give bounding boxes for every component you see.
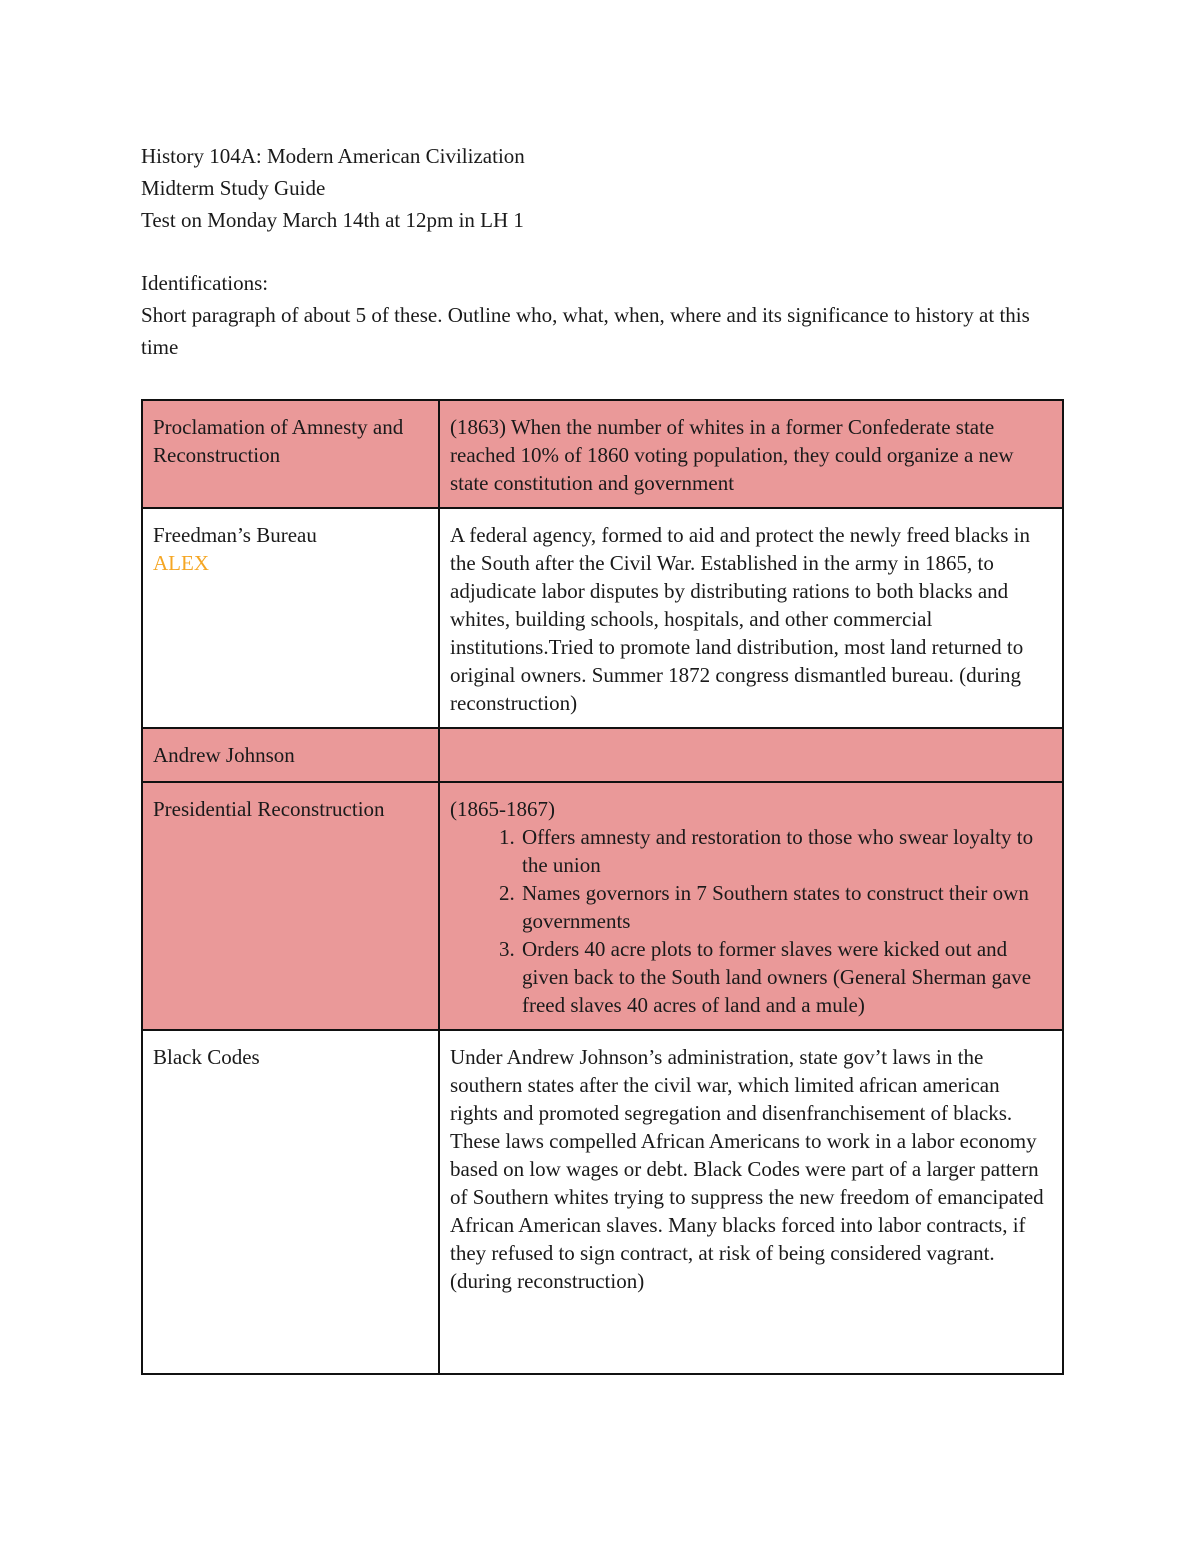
definition-cell bbox=[439, 508, 1063, 728]
test-info: Test on Monday March 14th at 12pm in LH 1 bbox=[141, 208, 524, 232]
definition-text: (1863) When the number of whites in a former Confederate state reached 10% of 1860 voting population, they could organize a new state constitution and government bbox=[450, 415, 1014, 495]
table-row bbox=[142, 1030, 1063, 1374]
section-label: Identifications: bbox=[141, 271, 269, 295]
list-item: 2. Names governors in 7 Southern states to construct their own governments bbox=[520, 879, 1052, 935]
definition-cell bbox=[439, 400, 1063, 508]
definition-text: A federal agency, formed to aid and protect the newly freed blacks in the South after the Civil War. Established in the army in 1865, to adjudicate labor disputes by distributing rations to both blacks and whites, building schools, hospitals, and other commercial institutions.Tried to promote land distribution, most land returned to original owners. Summer 1872 congress dismantled bureau. (during reconstruction) bbox=[450, 523, 1030, 715]
list-item: 3. Orders 40 acre plots to former slaves were kicked out and given back to the South land owners (General Sherman gave freed slaves 40 acres of land and a mule) bbox=[520, 935, 1052, 1019]
definition-intro: (1865-1867) bbox=[450, 797, 555, 821]
term-cell bbox=[142, 728, 439, 782]
definition-list bbox=[450, 823, 1052, 1019]
definition-cell bbox=[439, 1030, 1063, 1374]
table-row bbox=[142, 782, 1063, 1030]
term-text: Presidential Reconstruction bbox=[153, 797, 385, 821]
document-header bbox=[141, 140, 1061, 363]
definition-cell bbox=[439, 728, 1063, 782]
term-text: Black Codes bbox=[153, 1045, 260, 1069]
term-text: Andrew Johnson bbox=[153, 743, 295, 767]
term-cell bbox=[142, 508, 439, 728]
table-row bbox=[142, 508, 1063, 728]
table-row bbox=[142, 400, 1063, 508]
instructions: Short paragraph of about 5 of these. Outline who, what, when, where and its significance to history at this time bbox=[141, 303, 1030, 359]
term-text: Proclamation of Amnesty and Reconstruction bbox=[153, 415, 404, 467]
spacer bbox=[141, 236, 1061, 267]
term-text: Freedman’s Bureau bbox=[153, 523, 317, 547]
annotation-text: ALEX bbox=[153, 551, 209, 575]
identifications-table bbox=[141, 399, 1064, 1375]
term-cell bbox=[142, 1030, 439, 1374]
term-cell bbox=[142, 400, 439, 508]
guide-title: Midterm Study Guide bbox=[141, 176, 326, 200]
list-item: 1. Offers amnesty and restoration to those who swear loyalty to the union bbox=[520, 823, 1052, 879]
table-row bbox=[142, 728, 1063, 782]
course-title: History 104A: Modern American Civilization bbox=[141, 144, 525, 168]
definition-text: Under Andrew Johnson’s administration, state gov’t laws in the southern states after the civil war, which limited african american rights and promoted segregation and disenfranchisement of blacks. These laws compelled African Americans to work in a labor economy based on low wages or debt. Black Codes were part of a larger pattern of Southern whites trying to suppress the new freedom of emancipated African American slaves. Many blacks forced into labor contracts, if they refused to sign contract, at risk of being considered vagrant.(during reconstruction) bbox=[450, 1045, 1044, 1293]
term-cell bbox=[142, 782, 439, 1030]
definition-cell bbox=[439, 782, 1063, 1030]
